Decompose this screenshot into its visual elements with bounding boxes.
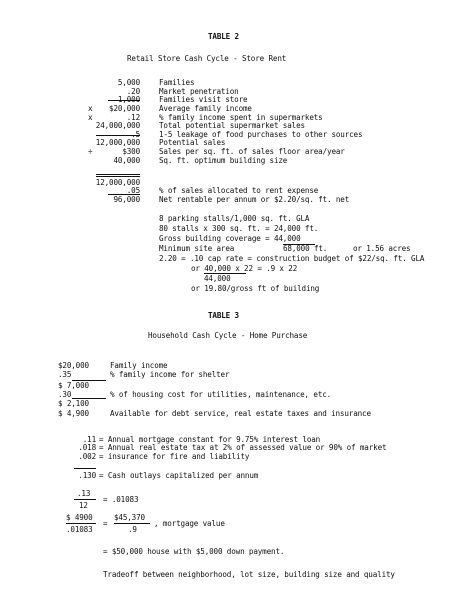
underline	[108, 194, 140, 195]
row-value: $300	[122, 147, 140, 156]
fraction-bar	[74, 499, 96, 500]
underline	[72, 380, 106, 381]
underline	[108, 100, 140, 101]
row-label: Family income	[110, 361, 168, 370]
note-parking: 8 parking stalls/1,000 sq. ft. GLA	[159, 214, 310, 223]
fraction2-denominator: .01083	[66, 525, 93, 534]
row-label: Total potential supermarket sales	[159, 121, 305, 130]
rate-value: .018	[78, 443, 96, 452]
row-label: Market penetration	[159, 87, 239, 96]
fraction2-numerator2: $45,370	[114, 513, 145, 522]
row-value: .35	[58, 370, 72, 379]
row-value: 1,000	[117, 95, 140, 104]
fraction2-equals: =	[103, 519, 108, 528]
row-value: $20,000	[109, 104, 140, 113]
table3-title: Household Cash Cycle - Home Purchase	[148, 331, 308, 340]
row-label: 1-5 leakage of food purchases to other sources	[159, 130, 363, 139]
rent-value: 96,000	[113, 195, 140, 204]
rate-value: .130	[78, 471, 96, 480]
fraction-bar	[114, 523, 150, 524]
row-label: Families visit store	[159, 95, 248, 104]
row-value: $ 4,900	[58, 409, 89, 418]
underline	[74, 468, 96, 469]
row-label: Average family income	[159, 104, 252, 113]
underline	[72, 398, 106, 399]
rent-value: 12,000,000	[95, 178, 140, 187]
rent-label: % of sales allocated to rent expense	[159, 186, 319, 195]
rent-value: .05	[126, 186, 140, 195]
row-label: Sales per sq. ft. of sales floor area/year	[159, 147, 345, 156]
row-label: Available for debt service, real estate taxes and insurance	[110, 409, 371, 418]
underline	[96, 135, 140, 136]
row-label: % of housing cost for utilities, maintenance, etc.	[110, 390, 332, 399]
row-value: .12	[126, 113, 140, 122]
rent-label: Net rentable per annum or $2.20/sq. ft. net	[159, 195, 350, 204]
fraction2-denominator2: .9	[128, 525, 137, 534]
row-label: % family income spent in supermarkets	[159, 113, 323, 122]
note-min-site-label: Minimum site area	[159, 244, 235, 253]
mortgage-value-label: , mortgage value	[154, 519, 225, 528]
row-operator: ÷	[88, 147, 93, 156]
row-value: .30	[58, 390, 72, 399]
note-min-site-value: 68,000 ft.	[283, 244, 328, 253]
row-value: .5	[131, 130, 140, 139]
rate-label: = Cash outlays capitalized per annum	[99, 471, 259, 480]
fraction1-numerator: .13	[77, 489, 91, 498]
row-value: 12,000,000	[95, 138, 140, 147]
underline	[96, 174, 140, 175]
row-value: $ 2,100	[58, 399, 89, 408]
row-operator: x	[88, 113, 93, 122]
row-operator: x	[88, 104, 93, 113]
rate-label: = insurance for fire and liability	[99, 452, 250, 461]
underline	[96, 176, 140, 177]
row-label: Sq. ft. optimum building size	[159, 156, 288, 165]
row-value: $ 7,000	[58, 381, 89, 390]
table3-heading: TABLE 3	[208, 311, 239, 320]
tradeoff-line: Tradeoff between neighborhood, lot size, building size and quality	[103, 570, 395, 579]
row-value: $20,000	[58, 361, 89, 370]
table2-title: Retail Store Cash Cycle - Store Rent	[127, 54, 287, 63]
note-per-gross: or 19.80/gross ft of building	[191, 284, 320, 293]
rate-value: .002	[78, 452, 96, 461]
row-label: Potential sales	[159, 138, 226, 147]
row-value: .20	[126, 87, 140, 96]
fraction1-denominator: 12	[79, 501, 88, 510]
note-acres: or 1.56 acres	[353, 244, 411, 253]
fraction1-result: = .01083	[103, 495, 139, 504]
row-value: 5,000	[117, 78, 140, 87]
rate-value: .11	[82, 435, 96, 444]
table2-heading: TABLE 2	[208, 32, 239, 41]
note-stalls: 80 stalls x 300 sq. ft. = 24,000 ft.	[159, 224, 319, 233]
note-cap-rate: 2.20 = .10 cap rate = construction budget of $22/sq. ft. GLA	[159, 254, 425, 263]
note-coverage: Gross building coverage = 44,000	[159, 234, 301, 243]
fraction-bar	[66, 523, 96, 524]
rate-label: = Annual real estate tax at 2% of assessed value or 90% of market	[99, 443, 387, 452]
row-label: Families	[159, 78, 195, 87]
note-fraction-line: or 40,000 x 22 = .9 x 22	[191, 264, 298, 273]
fraction2-numerator: $ 4900	[66, 513, 93, 522]
row-value: 40,000	[113, 156, 140, 165]
rate-label: = Annual mortgage constant for 9.75% interest loan	[99, 435, 321, 444]
note-denominator: 44,000	[204, 274, 231, 283]
house-line: = $50,000 house with $5,000 down payment.	[103, 547, 285, 556]
row-label: % family income for shelter	[110, 370, 230, 379]
row-value: 24,000,000	[95, 121, 140, 130]
